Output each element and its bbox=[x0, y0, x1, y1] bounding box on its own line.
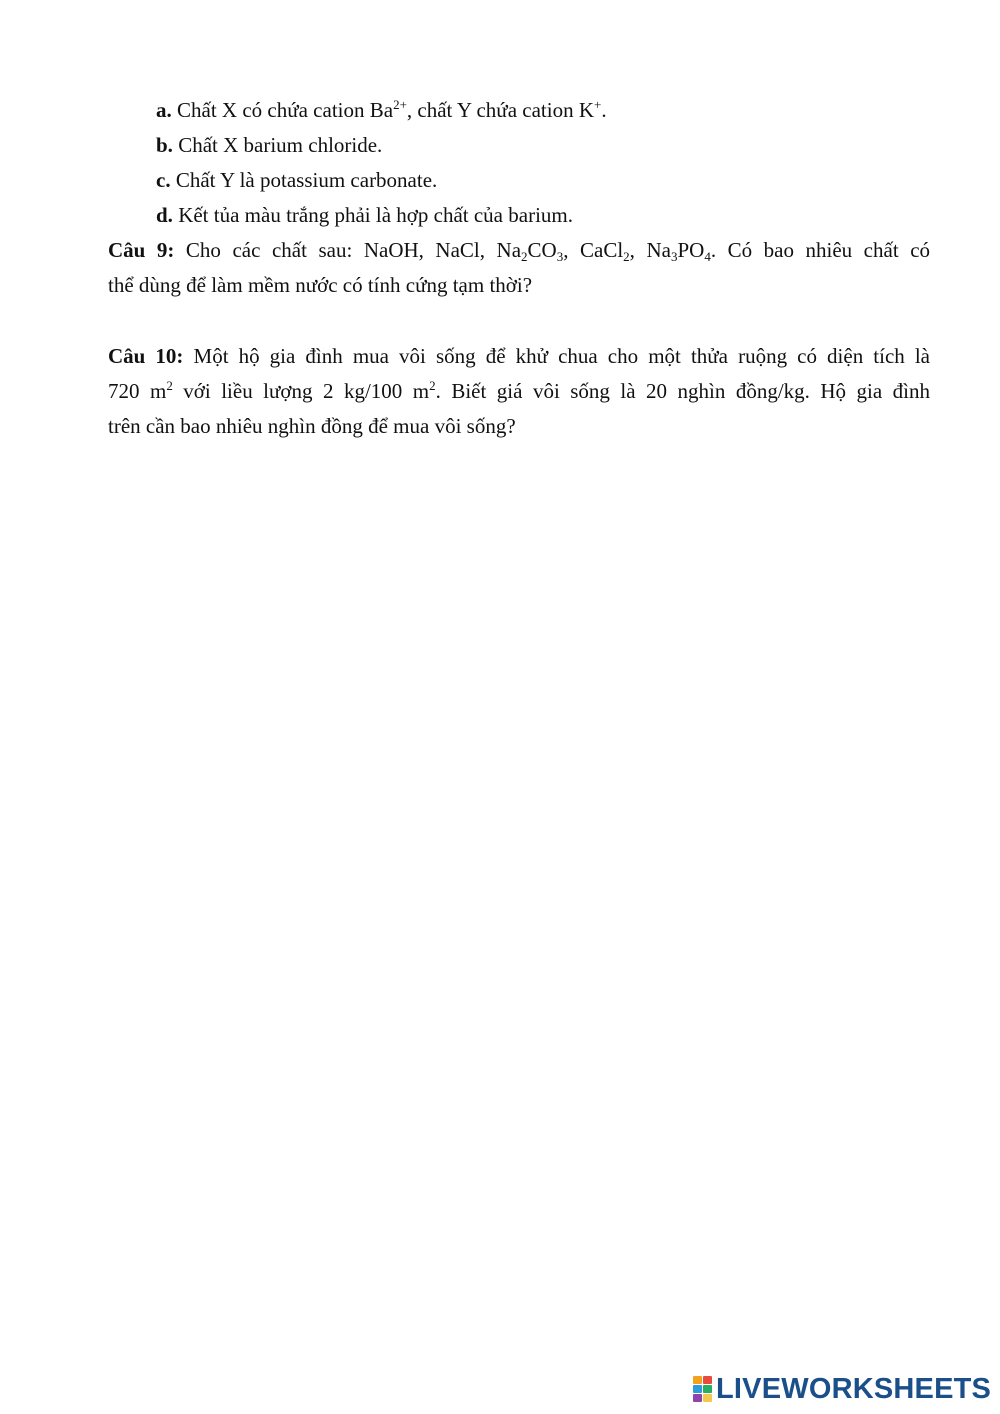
question-10-line-2 bbox=[108, 377, 930, 405]
question-text: 720 m bbox=[108, 379, 167, 403]
question-label: Câu 9: bbox=[108, 238, 175, 262]
subscript: 2 bbox=[623, 249, 630, 264]
subscript: 3 bbox=[556, 249, 564, 264]
question-label: Câu 10: bbox=[108, 344, 184, 368]
question-text: PO bbox=[677, 238, 705, 262]
option-text: , chất Y chứa cation K bbox=[406, 98, 594, 122]
option-label: c. bbox=[156, 168, 171, 192]
question-text: , Na bbox=[629, 238, 671, 262]
subscript: 4 bbox=[704, 249, 711, 264]
question-text: với liều lượng 2 kg/100 m bbox=[172, 379, 430, 403]
superscript: + bbox=[594, 97, 602, 112]
superscript: 2 bbox=[429, 378, 436, 393]
question-text: Cho các chất sau: NaOH, NaCl, Na bbox=[185, 238, 522, 262]
question-9 bbox=[108, 236, 930, 264]
subscript: 2 bbox=[521, 249, 528, 264]
question-10 bbox=[108, 342, 930, 370]
option-d bbox=[156, 201, 573, 229]
question-9-line-2: thể dùng để làm mềm nước có tính cứng tạm thời? bbox=[108, 273, 533, 297]
option-label: b. bbox=[156, 133, 173, 157]
brand-text: LIVEWORKSHEETS bbox=[716, 1372, 992, 1405]
option-b bbox=[156, 131, 382, 159]
option-label: a. bbox=[156, 98, 172, 122]
subscript: 3 bbox=[670, 249, 678, 264]
liveworksheets-icon bbox=[693, 1376, 713, 1402]
superscript: 2 bbox=[166, 378, 173, 393]
superscript: 2+ bbox=[393, 97, 407, 112]
question-10-line-3: trên cần bao nhiêu nghìn đồng để mua vôi sống? bbox=[108, 414, 516, 438]
option-text: Chất X có chứa cation Ba bbox=[177, 98, 394, 122]
question-text: , CaCl bbox=[563, 238, 624, 262]
liveworksheets-logo bbox=[693, 1374, 991, 1404]
question-text: CO bbox=[527, 238, 557, 262]
option-label: d. bbox=[156, 203, 173, 227]
question-text: Một hộ gia đình mua vôi sống để khử chua cho một thửa ruộng có diện tích là bbox=[193, 344, 931, 368]
option-text: Kết tủa màu trắng phải là hợp chất của barium. bbox=[178, 203, 573, 227]
option-text: . bbox=[601, 98, 607, 122]
option-a bbox=[156, 96, 607, 124]
option-text: Chất X barium chloride. bbox=[178, 133, 383, 157]
option-c bbox=[156, 166, 437, 194]
question-text: . Có bao nhiêu chất có bbox=[710, 238, 931, 262]
question-text: . Biết giá vôi sống là 20 nghìn đồng/kg. Hộ gia đình bbox=[435, 379, 930, 403]
option-text: Chất Y là potassium carbonate. bbox=[175, 168, 438, 192]
